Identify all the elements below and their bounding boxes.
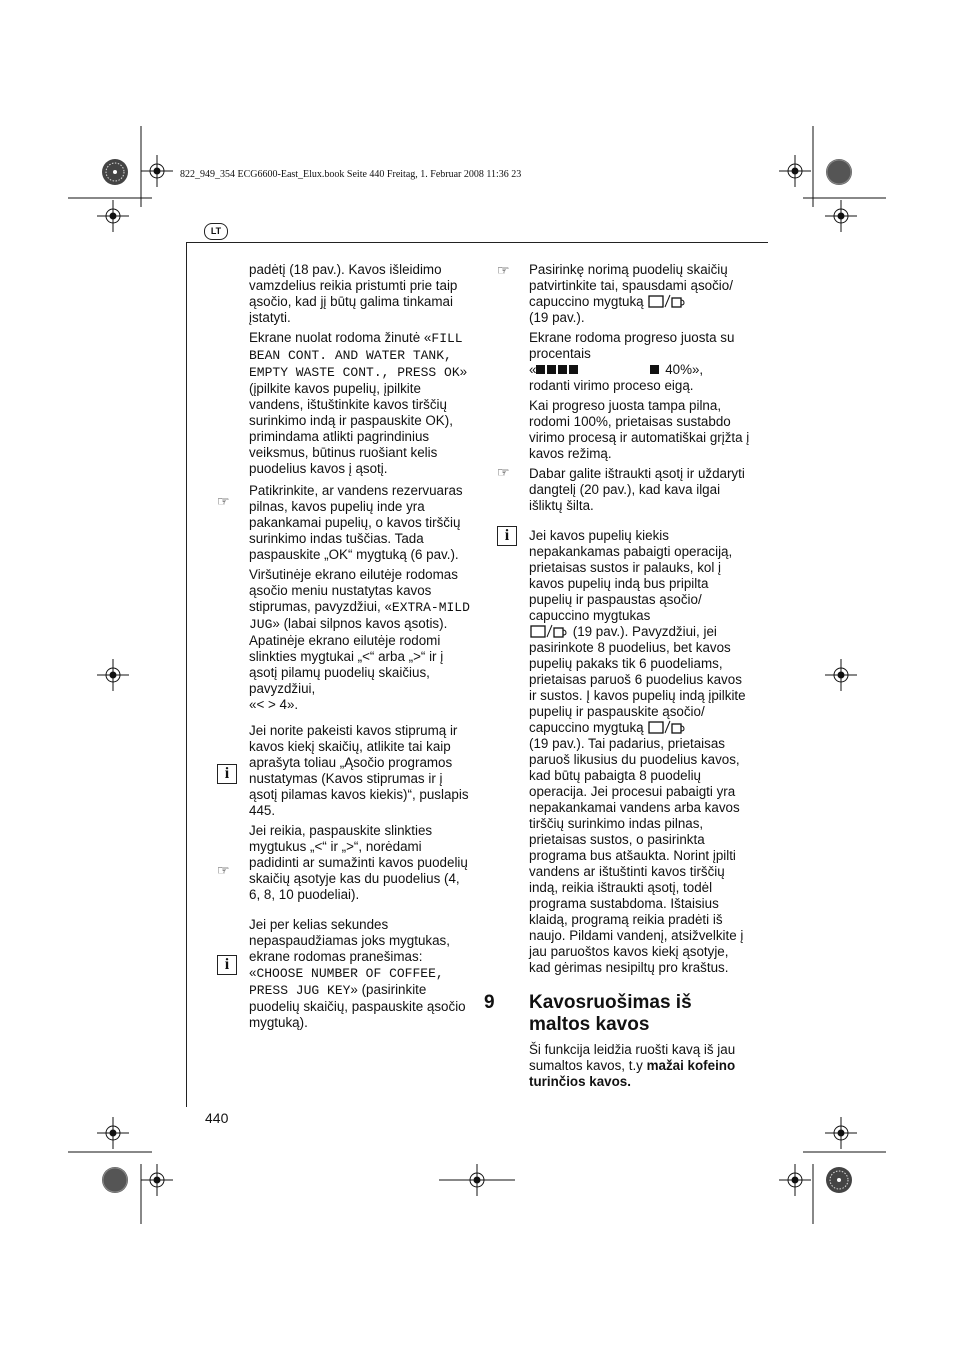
paragraph: Jei per kelias sekundes nepaspaudžiamas joks mygtukas, ekrane rodomas pranešimas: «CHOOSE NUMBER OF COFFEE, PRESS JUG KEY» (pasirinkite puodelių skaičių, paspauskite ąsočio mygtuką). bbox=[249, 917, 466, 1030]
color-disc-mark bbox=[826, 159, 852, 185]
starburst-mark bbox=[102, 159, 128, 185]
file-header: 822_949_354 ECG6600-East_Elux.book Seite 440 Freitag, 1. Februar 2008 11:36 23 bbox=[180, 169, 522, 180]
pointing-hand-icon: ☞ bbox=[217, 862, 230, 878]
paragraph: Pasirinkę norimą puodelių skaičių patvirtinkite tai, spausdami ąsočio/ capuccino mygtuką (19 pav.). bbox=[529, 262, 733, 325]
starburst-mark bbox=[826, 1167, 852, 1193]
paragraph: Viršutinėje ekrano eilutėje rodomas ąsočio meniu nustatytas kavos stiprumas, pavyzdžiui, «EXTRA-MILD JUG» (labai silpnos kavos ąsotis). Apatinėje ekrano eilutėje rodomi slinkties mygtukai „<“ arba „>“ ir į ąsotį pilamų puodelių skaičius, pavyzdžiui, «< > 4». bbox=[249, 567, 470, 712]
registration-target bbox=[439, 1164, 515, 1196]
registration-target bbox=[779, 1164, 811, 1196]
paragraph: Jei norite pakeisti kavos stiprumą ir kavos kiekį skaičių, atlikite tai kaip aprašyta toliau „Ąsočio programos nustatymas (Kavos stiprumas ir į ąsotį pilamas kavos kiekis)“, puslapis 445. bbox=[249, 723, 469, 818]
pointing-hand-icon: ☞ bbox=[217, 493, 230, 509]
color-disc-mark bbox=[102, 1167, 128, 1193]
registration-target bbox=[97, 200, 129, 232]
page-number: 440 bbox=[205, 1110, 229, 1126]
paragraph: Ekrane rodoma progreso juosta su procentais « 40%», rodanti virimo proceso eigą. bbox=[529, 330, 735, 393]
paragraph: padėtį (18 pav.). Kavos išleidimo vamzdelius reikia pristumti prie taip ąsočio, kad jį būtų galima tinkamai įstatyti. bbox=[249, 262, 458, 325]
info-icon: i bbox=[217, 764, 237, 784]
paragraph: Jei kavos pupelių kiekis nepakankamas pabaigti operaciją, prietaisas sustos ir palauks, kol į kavos pupelių indą bus pripilta pupelių ir paspaustas ąsočio/ capuccino mygtukas (19 pav.). Pavyzdžiui, jei pasirinkote 8 puodelius, bet kavos pupelių pakaks tik 6 puodeliams, prietaisas paruoš 6 puodelius kavos ir sustos. Į kavos pupelių indą įpilkite pupelių ir paspauskite ąsočio/ capuccino mygtuką (19 pav.). Tai padarius, prietaisas paruoš likusius du puodelius kavos, kad būtų pabaigta 8 puodelių operacija. Jei procesui pabaigti yra nepakankamai vandens arba kavos tirščių surinkimo indas pilnas, prietaisas sustos, o pasirinkta programa bus atšaukta. Norint įpilti vandens ar ištuštinti kavos tirščių indą, reikia ištraukti ąsotį, todėl programa sustabdoma. Ištaisius klaidą, programą reikia pradėti iš naujo. Pildami vandenį, atsižvelkite į jau paruoštos kavos kiekį ąsotyje, kad gėrimas nesipiltų pro kraštus. bbox=[529, 528, 746, 975]
paragraph: Kai progreso juosta tampa pilna, rodomi 100%, prietaisas sustabdo virimo procesą ir automatiškai grįžta į kavos režimą. bbox=[529, 398, 750, 461]
section-number: 9 bbox=[484, 992, 495, 1013]
registration-target bbox=[141, 155, 173, 187]
registration-target bbox=[779, 155, 811, 187]
paragraph: Ekrane nuolat rodoma žinutė «FILL BEAN CONT. AND WATER TANK, EMPTY WASTE CONT., PRESS OK» (įpilkite kavos pupelių, įpilkite vandens, ištuštinkite kavos tirščių surinkimo indą ir paspauskite OK), primindama atlikti pagrindinius veiksmus, būtinus ruošiant kelis puodelius kavos į ąsotį. bbox=[249, 330, 468, 476]
paragraph: Ši funkcija leidžia ruošti kavą iš jau sumaltos kavos, t.y mažai kofeino turinčios kavos. bbox=[529, 1042, 736, 1089]
section-title: Kavosruošimas iš maltos kavos bbox=[529, 992, 692, 1035]
registration-target bbox=[141, 1164, 173, 1196]
display-message: EXTRA-MILD JUG bbox=[249, 600, 470, 632]
pointing-hand-icon: ☞ bbox=[497, 262, 510, 278]
display-example: «< > 4». bbox=[249, 697, 299, 712]
display-message: CHOOSE NUMBER OF COFFEE, PRESS JUG KEY bbox=[249, 966, 444, 998]
language-badge: LT bbox=[204, 223, 228, 240]
display-message: FILL BEAN CONT. AND WATER TANK, EMPTY WASTE CONT., PRESS OK bbox=[249, 331, 463, 380]
registration-target bbox=[97, 1117, 129, 1149]
paragraph: Jei reikia, paspauskite slinkties mygtukus „<“ ir „>“, norėdami padidinti ar sumažinti kavos puodelių skaičių ąsotyje kas du puodelius (4, 6, 8, 10 puodeliai). bbox=[249, 823, 468, 902]
registration-target bbox=[97, 659, 129, 691]
info-icon: i bbox=[497, 526, 517, 546]
paragraph: Dabar galite ištraukti ąsotį ir uždaryti dangtelį (20 pav.), kad kava ilgai išliktų šilta. bbox=[529, 466, 745, 513]
paragraph: Patikrinkite, ar vandens rezervuaras pilnas, kavos pupelių inde yra pakankamai pupelių, o kavos tirščių surinkimo indas tuščias. Tada paspauskite „OK“ mygtuką (6 pav.). bbox=[249, 483, 463, 562]
info-icon: i bbox=[217, 955, 237, 975]
registration-target bbox=[825, 200, 857, 232]
registration-target bbox=[825, 659, 857, 691]
pointing-hand-icon: ☞ bbox=[497, 464, 510, 480]
registration-target bbox=[825, 1117, 857, 1149]
